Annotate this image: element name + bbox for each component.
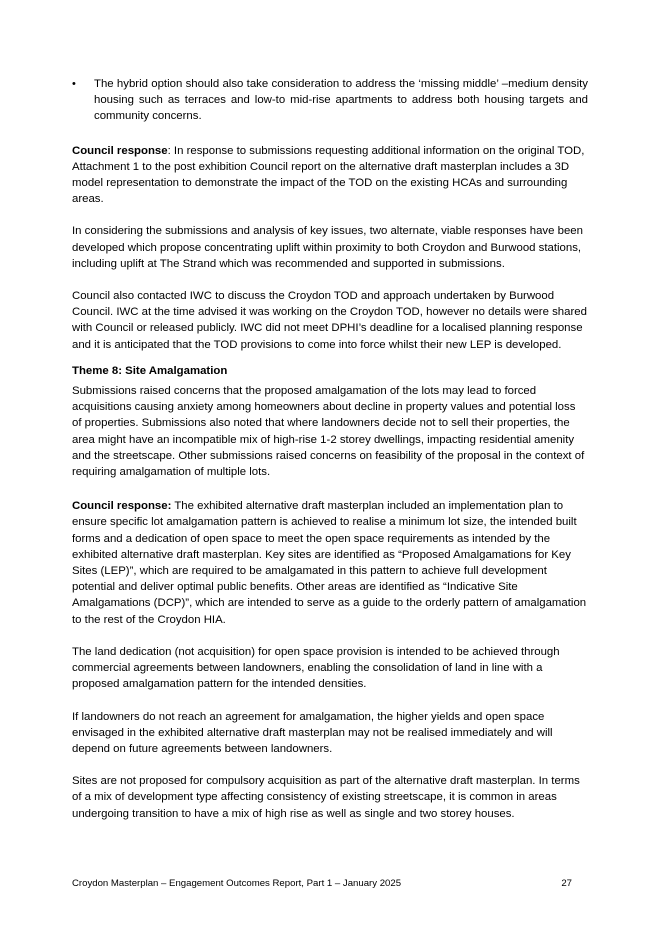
paragraph-council-response-tod xyxy=(72,143,588,208)
paragraph-compulsory-acquisition xyxy=(72,773,588,822)
paragraph-alternate-responses xyxy=(72,223,588,272)
page-footer xyxy=(72,878,572,889)
paragraph-submissions-amalgamation xyxy=(72,383,588,480)
footer-title: Croydon Masterplan – Engagement Outcomes Report, Part 1 – January 2025 xyxy=(72,878,402,889)
paragraph-text: : In response to submissions requesting additional information on the original TOD, Attachment 1 to the post exhibition Council report on the alternative draft masterplan includes a 3D model representation to demonstrate the impact of the TOD on the existing HCAs and surrounding areas. xyxy=(72,144,585,206)
bullet-marker: • xyxy=(72,78,76,90)
bullet-text: The hybrid option should also take consideration to address the ‘missing middle’ –medium density housing such as terraces and low-to mid-rise apartments to address both housing targets and community concerns. xyxy=(94,78,588,123)
paragraph-landowner-agreement xyxy=(72,709,588,758)
paragraph-council-response-amalgamation xyxy=(72,498,588,628)
paragraph-lead: Council response xyxy=(72,144,168,157)
paragraph-iwc-contact xyxy=(72,288,588,353)
page-number: 27 xyxy=(561,878,572,889)
paragraph-text: Sites are not proposed for compulsory acquisition as part of the alternative draft masterplan. In terms of a mix of development type affecting consistency of existing streetscape, it is common in areas undergoing transition to have a mix of high rise as well as single and two storey houses. xyxy=(72,775,580,820)
paragraph-text: The land dedication (not acquisition) for open space provision is intended to be achieved through commercial agreements between landowners, enabling the consolidation of land in line with a proposed amalgamation pattern for the intended densities. xyxy=(72,645,560,691)
paragraph-lead: Council response: xyxy=(72,500,172,513)
bullet-item xyxy=(72,76,588,125)
paragraph-land-dedication xyxy=(72,644,588,693)
paragraph-text: In considering the submissions and analysis of key issues, two alternate, viable responses have been developed which propose concentrating uplift within proximity to both Croydon and Burwood stations, including uplift at The Strand which was recommended and supported in submissions. xyxy=(72,225,583,270)
section-heading-theme-8: Theme 8: Site Amalgamation xyxy=(72,364,228,377)
paragraph-text: Council also contacted IWC to discuss the Croydon TOD and approach undertaken by Burwood Council. IWC at the time advised it was working on the Croydon TOD, however no details were shared with Council or released publicly. IWC did not meet DPHI’s deadline for a localised planning response and it is anticipated that the TOD provisions to come into force whilst their new LEP is developed. xyxy=(72,290,587,351)
document-body xyxy=(72,76,588,838)
paragraph-text: The exhibited alternative draft masterplan included an implementation plan to ensure specific lot amalgamation pattern is achieved to realise a minimum lot size, the intended built forms and a dedication of open space to meet the open space requirements as intended by the exhibited alternative draft masterplan. Key sites are identified as “Proposed Amalgamations for Key Sites (LEP)”, which are required to be amalgamated in this pattern to achieve full development potential and deliver optimal public benefits. Other areas are identified as “Indicative Site Amalgamations (DCP)”, which are intended to serve as a guide to the orderly pattern of amalgamation to the rest of the Croydon HIA. xyxy=(72,500,587,626)
paragraph-text: If landowners do not reach an agreement for amalgamation, the higher yields and open space envisaged in the exhibited alternative draft masterplan may not be realised immediately and will depend on future agreements between landowners. xyxy=(72,710,553,755)
paragraph-text: Submissions raised concerns that the proposed amalgamation of the lots may lead to forced acquisitions causing anxiety among homeowners about decline in property values and potential loss of properties. Submissions also noted that where landowners decide not to sell their properties, the area might have an incompatible mix of high-rise 1-2 storey dwellings, impacting residential amenity and the streetscape. Other submissions raised concerns on feasibility of the proposal in the context of requiring amalgamation of multiple lots. xyxy=(72,385,585,479)
